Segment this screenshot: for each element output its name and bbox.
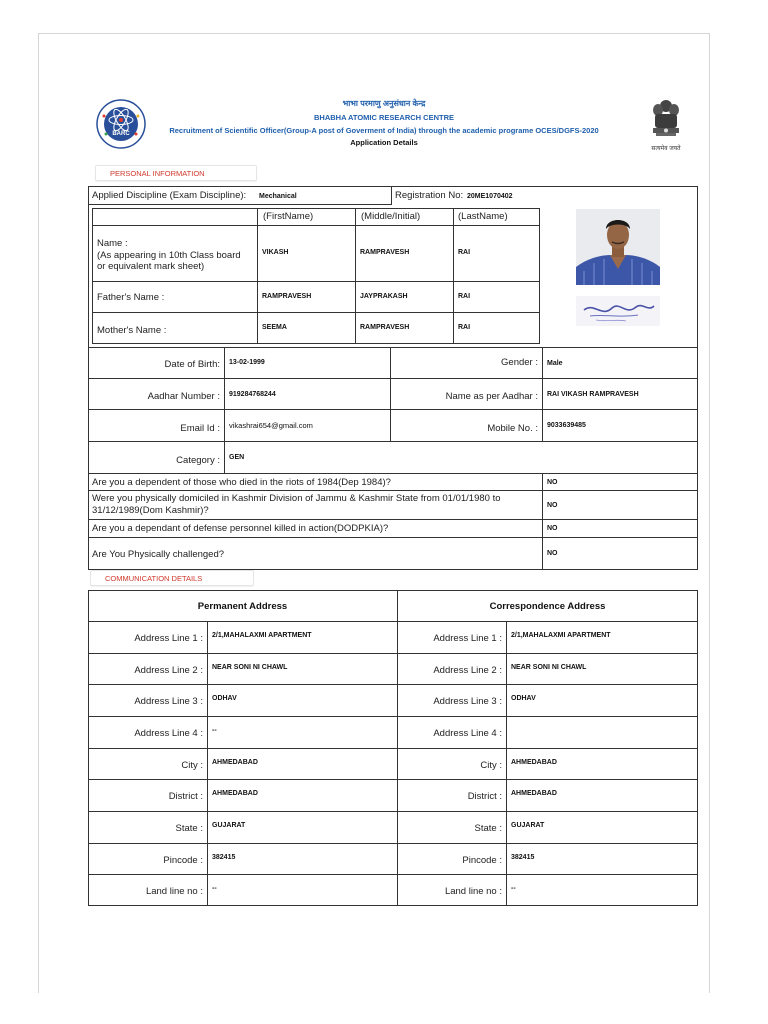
name-grid: [92, 208, 540, 344]
applicant-signature: [576, 296, 660, 326]
discipline-label: Applied Discipline (Exam Discipline):: [92, 190, 247, 201]
permanent-row-label: Address Line 3 :: [134, 696, 203, 707]
mother-last: RAI: [458, 324, 471, 331]
col-middle-header: (Middle/Initial): [361, 211, 421, 222]
permanent-row-value: AHMEDABAD: [212, 759, 258, 766]
doc-title: Application Details: [350, 138, 418, 147]
aadhar-label: Aadhar Number :: [147, 391, 220, 402]
answer-dep1984: NO: [547, 479, 558, 486]
mother-middle: RAMPRAVESH: [360, 324, 410, 331]
permanent-row-label: Pincode :: [163, 855, 203, 866]
personal-section-label: PERSONAL INFORMATION: [95, 165, 257, 181]
question-dodpkia: Are you a dependant of defense personnel killed in action(DODPKIA)?: [92, 523, 389, 534]
permanent-row-value: 2/1,MAHALAXMI APARTMENT: [212, 632, 312, 639]
dob-value: 13-02-1999: [229, 359, 265, 366]
correspondence-row-label: Address Line 4 :: [433, 728, 502, 739]
correspondence-row-value: NEAR SONI NI CHAWL: [511, 664, 587, 671]
col-last-header: (LastName): [458, 211, 508, 222]
email-label: Email Id :: [180, 423, 220, 434]
mother-first: SEEMA: [262, 324, 287, 331]
correspondence-row-value: GUJARAT: [511, 822, 545, 829]
gender-value: Male: [547, 360, 563, 367]
barc-logo-text: BARC: [112, 131, 130, 137]
permanent-row-label: District :: [168, 791, 203, 802]
answer-kashmir: NO: [547, 502, 558, 509]
permanent-row-label: State :: [175, 823, 203, 834]
row-divider: [88, 811, 698, 812]
communication-section-label: COMMUNICATION DETAILS: [90, 570, 254, 586]
permanent-row-label: Address Line 2 :: [134, 665, 203, 676]
correspondence-row-value: ODHAV: [511, 695, 536, 702]
correspondence-row-label: Land line no :: [444, 886, 502, 897]
registration-label: Registration No:: [395, 190, 464, 201]
permanent-row-value: 382415: [212, 854, 236, 861]
permanent-row-label: City :: [181, 760, 203, 771]
permanent-row-value: GUJARAT: [212, 822, 246, 829]
email-value: vikashrai654@gmail.com: [229, 421, 313, 430]
discipline-value: Mechanical: [259, 193, 297, 200]
row-divider: [88, 621, 698, 622]
row-divider: [88, 716, 698, 717]
correspondence-row-label: City :: [480, 760, 502, 771]
correspondence-row-label: Address Line 1 :: [433, 633, 502, 644]
name-label-note-2: or equivalent mark sheet): [97, 261, 205, 272]
permanent-row-label: Land line no :: [145, 886, 203, 897]
correspondence-row-label: Address Line 3 :: [433, 696, 502, 707]
father-middle: JAYPRAKASH: [360, 293, 408, 300]
father-last: RAI: [458, 293, 471, 300]
row-divider: [88, 684, 698, 685]
hindi-title: भाभा परमाणु अनुसंधान केन्द्र: [342, 99, 426, 108]
dob-label: Date of Birth:: [164, 359, 220, 370]
category-value: GEN: [229, 454, 245, 461]
correspondence-row-value: AHMEDABAD: [511, 759, 557, 766]
gender-label: Gender :: [501, 357, 538, 368]
answer-ph: NO: [547, 550, 558, 557]
permanent-address-header: Permanent Address: [197, 601, 288, 612]
correspondence-row-value: 382415: [511, 854, 535, 861]
correspondence-row-label: Address Line 2 :: [433, 665, 502, 676]
row-divider: [88, 874, 698, 875]
mobile-label: Mobile No. :: [487, 423, 538, 434]
org-name: BHABHA ATOMIC RESEARCH CENTRE: [313, 113, 454, 122]
row-divider: [88, 779, 698, 780]
row-divider: [88, 843, 698, 844]
correspondence-row-label: State :: [474, 823, 502, 834]
father-first: RAMPRAVESH: [262, 293, 312, 300]
question-dep1984: Are you a dependent of those who died in the riots of 1984(Dep 1984)?: [92, 477, 391, 488]
category-label: Category :: [176, 455, 220, 466]
name-first: VIKASH: [262, 249, 289, 256]
permanent-row-label: Address Line 1 :: [134, 633, 203, 644]
correspondence-row-value: AHMEDABAD: [511, 790, 557, 797]
row-divider: [88, 748, 698, 749]
mother-label: Mother's Name :: [97, 325, 167, 336]
father-label: Father's Name :: [97, 292, 165, 303]
registration-value: 20ME1070402: [467, 193, 513, 200]
aadhar-name-value: RAI VIKASH RAMPRAVESH: [547, 391, 639, 398]
answer-dodpkia: NO: [547, 525, 558, 532]
question-kashmir-2: 31/12/1989(Dom Kashmir)?: [92, 505, 209, 516]
name-last: RAI: [458, 249, 471, 256]
permanent-row-value: --: [212, 885, 217, 892]
col-first-header: (FirstName): [263, 211, 314, 222]
applicant-photo: [576, 209, 660, 285]
emblem-caption: सत्यमेव जयते: [651, 146, 681, 152]
permanent-row-value: NEAR SONI NI CHAWL: [212, 664, 288, 671]
name-label-note: (As appearing in 10th Class board: [97, 250, 241, 261]
name-label: Name :: [97, 238, 128, 249]
correspondence-address-header: Correspondence Address: [489, 601, 606, 612]
aadhar-value: 919284768244: [229, 391, 276, 398]
correspondence-row-value: 2/1,MAHALAXMI APARTMENT: [511, 632, 611, 639]
aadhar-name-label: Name as per Aadhar :: [445, 391, 538, 402]
permanent-row-value: AHMEDABAD: [212, 790, 258, 797]
recruitment-line: Recruitment of Scientific Officer(Group-A post of Goverment of India) through the academic programe OCES/DGFS-2020: [169, 126, 599, 135]
permanent-row-value: ODHAV: [212, 695, 237, 702]
correspondence-row-value: --: [511, 885, 516, 892]
permanent-row-value: --: [212, 727, 217, 734]
name-middle: RAMPRAVESH: [360, 249, 410, 256]
row-divider: [88, 653, 698, 654]
question-kashmir: Were you physically domiciled in Kashmir Division of Jammu & Kashmir State from 01/01/1980 to: [92, 493, 501, 504]
correspondence-row-label: Pincode :: [462, 855, 502, 866]
permanent-row-label: Address Line 4 :: [134, 728, 203, 739]
mobile-value: 9033639485: [547, 422, 586, 429]
question-ph: Are You Physically challenged?: [92, 549, 225, 560]
correspondence-row-label: District :: [467, 791, 502, 802]
